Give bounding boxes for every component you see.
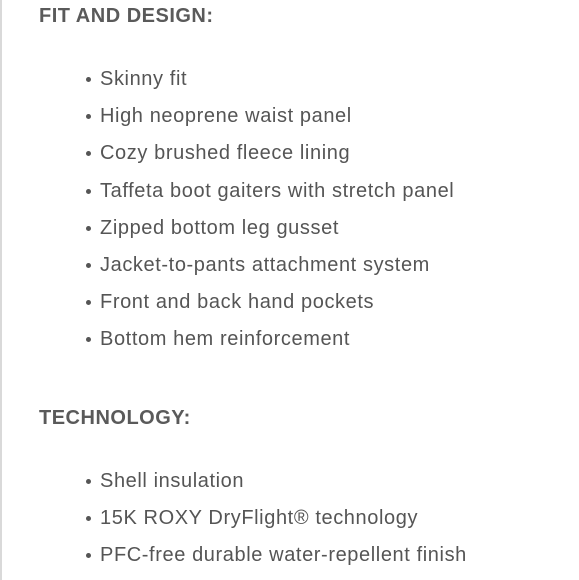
list-item-text: Skinny fit [100, 68, 188, 90]
list-item-text: Zipped bottom leg gusset [100, 216, 339, 239]
bullet-icon [86, 479, 91, 484]
left-border [0, 0, 2, 580]
list-item-text: Bottom hem reinforcement [100, 328, 351, 351]
bullet-icon [86, 151, 91, 156]
bullet-icon [86, 516, 91, 521]
list-item-text: Front and back hand pockets [100, 291, 375, 314]
bullet-icon [86, 77, 91, 82]
list-item-text: PFC-free durable water-repellent finish [100, 544, 467, 567]
fit-and-design-heading: FIT AND DESIGN: [39, 5, 214, 27]
bullet-icon [86, 553, 91, 558]
list-item-text: Cozy brushed fleece lining [100, 142, 351, 165]
list-item-text: 15K ROXY DryFlight® technology [100, 507, 419, 530]
bullet-icon [86, 114, 91, 119]
bullet-icon [86, 337, 91, 342]
list-item-text: Taffeta boot gaiters with stretch panel [100, 179, 455, 202]
bullet-icon [86, 263, 91, 268]
bullet-icon [86, 226, 91, 231]
technology-heading: TECHNOLOGY: [39, 407, 191, 429]
bullet-icon [86, 189, 91, 194]
bullet-icon [86, 300, 91, 305]
list-item-text: Shell insulation [100, 470, 245, 492]
list-item-text: Jacket-to-pants attachment system [100, 253, 430, 276]
list-item-text: High neoprene waist panel [100, 105, 352, 128]
